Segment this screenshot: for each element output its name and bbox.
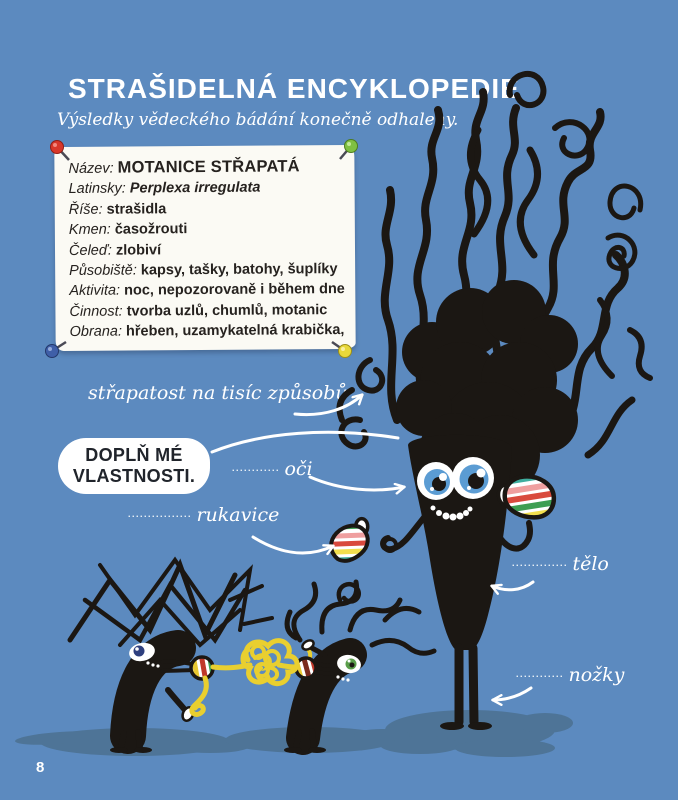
field-label: Působiště: <box>69 262 137 279</box>
field-label: Čeleď: <box>68 242 112 259</box>
annotation-legs: ............ nožky <box>516 664 625 686</box>
annotation-eyes: ............ oči <box>232 458 313 480</box>
field-value: hřeben, uzamykatelná krabička, <box>125 322 345 340</box>
small-creature-right <box>284 582 434 753</box>
field-label: Aktivita: <box>69 283 121 300</box>
small-left-arm <box>162 670 197 671</box>
small-right-arm <box>313 672 333 674</box>
small-right-body <box>303 655 350 738</box>
field-value: strašidla <box>106 201 167 218</box>
page-subtitle: Výsledky vědeckého bádání konečně odhaleny. <box>57 110 459 130</box>
species-card <box>54 145 355 351</box>
field-value: časožrouti <box>114 221 188 238</box>
small-right-hair <box>287 582 434 653</box>
card-field-row <box>69 177 341 199</box>
speech-bubble-line: VLASTNOSTI. <box>72 466 196 486</box>
card-field-row <box>69 198 341 220</box>
left-arm-curl <box>384 539 396 551</box>
ground-shadows <box>15 710 573 757</box>
small-left-eye <box>127 640 159 667</box>
left-mitten <box>307 500 395 585</box>
small-right-mitten <box>293 655 319 682</box>
arrow-to-body <box>492 582 533 590</box>
main-creature-hair <box>340 74 650 495</box>
speech-bubble <box>58 438 210 494</box>
annotation-arrows <box>212 395 533 700</box>
card-field-row <box>69 239 341 261</box>
page-number: 8 <box>36 759 45 776</box>
yarn-tangle <box>192 641 297 715</box>
small-right-arm <box>312 664 333 666</box>
annotation-body: .............. tělo <box>512 553 609 575</box>
small-right-eye <box>336 653 363 682</box>
field-value: MOTANICE STŘAPATÁ <box>117 157 300 177</box>
small-left-hair <box>70 560 272 645</box>
main-creature-face <box>417 457 494 521</box>
small-left-foot <box>168 690 185 710</box>
field-label: Říše: <box>68 201 103 218</box>
annotation-hair: střapatost na tisíc způsobů <box>88 382 348 404</box>
card-field-row <box>69 300 341 322</box>
left-eye <box>417 462 455 500</box>
field-label: Činnost: <box>69 303 123 320</box>
field-value: Perplexa irregulata <box>129 180 261 197</box>
field-value: noc, nepozorovaně i během dne <box>124 281 345 300</box>
small-creature-left <box>70 560 272 753</box>
field-label: Latinsky: <box>68 180 126 198</box>
card-field-row <box>69 320 345 342</box>
field-label: Kmen: <box>68 221 111 239</box>
main-creature-left-arm <box>383 515 426 549</box>
main-creature-right-arm <box>494 523 530 549</box>
card-field-row <box>69 259 341 281</box>
annotation-mittens: ................ rukavice <box>128 504 280 526</box>
speech-bubble-line: DOPLŇ MÉ <box>85 445 183 465</box>
arrow-to-mitten <box>253 537 333 553</box>
card-field-row <box>68 156 340 179</box>
small-right-paw <box>312 648 325 655</box>
field-value: tvorba uzlů, chumlů, motanic <box>126 301 328 320</box>
small-left-mitten <box>191 654 216 681</box>
page-title: STRAŠIDELNÁ ENCYKLOPEDIE <box>68 72 520 104</box>
yarn-strand-up <box>306 649 310 668</box>
small-left-body <box>128 648 178 736</box>
speech-bubble-tail <box>212 432 398 452</box>
right-mitten <box>484 454 578 539</box>
right-eye <box>452 457 494 499</box>
field-value: kapsy, tašky, batohy, šuplíky <box>140 261 338 279</box>
card-field-row <box>69 218 341 240</box>
field-label: Název: <box>68 160 114 177</box>
card-field-row <box>69 279 345 301</box>
main-creature-body <box>408 435 512 730</box>
small-left-arm <box>162 662 196 665</box>
arrow-to-eyes <box>310 477 404 490</box>
arrow-to-legs <box>493 688 531 700</box>
field-value: zlobiví <box>115 241 162 259</box>
smile-dots <box>431 506 473 521</box>
main-creature <box>307 74 650 730</box>
field-label: Obrana: <box>69 323 123 341</box>
